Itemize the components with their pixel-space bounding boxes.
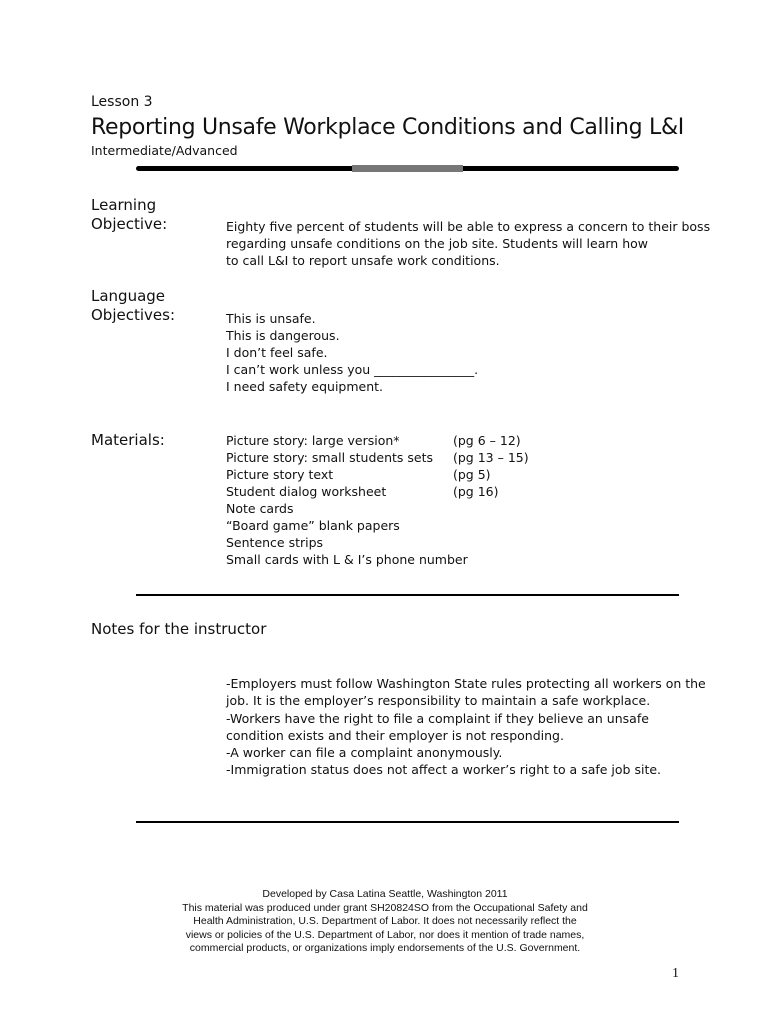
list-item: Sentence strips (226, 535, 324, 550)
list-item: Student dialog worksheet (pg 16) (226, 484, 499, 499)
page-number: 1 (672, 966, 679, 981)
learning-objective-label: Learning Objective: (91, 196, 168, 233)
list-item: This is unsafe. (226, 311, 316, 326)
header-divider (136, 166, 679, 171)
notes-divider (136, 821, 679, 823)
list-item: Picture story: small students sets (pg 13 – 15) (226, 450, 529, 465)
list-item: This is dangerous. (226, 328, 340, 343)
list-item: Picture story text (pg 5) (226, 467, 491, 482)
list-item: Small cards with L & I’s phone number (226, 552, 468, 567)
page-title: Reporting Unsafe Workplace Conditions and Calling L&I (91, 115, 685, 140)
language-objectives-label: Language Objectives: (91, 287, 175, 324)
list-item: I can’t work unless you ________________. (226, 362, 479, 377)
list-item: “Board game” blank papers (226, 518, 400, 533)
section-divider (136, 594, 679, 596)
lesson-number: Lesson 3 (91, 94, 153, 110)
list-item: Note cards (226, 501, 294, 516)
learning-objective-text: Eighty five percent of students will be able to express a concern to their boss regarding unsafe conditions on the job site. Students will learn how to call L&I to report unsafe work conditions. (226, 219, 711, 268)
footer-credits: Developed by Casa Latina Seattle, Washington 2011 This material was produced under grant SH20824SO from the Occupational Safety and Health Administration, U.S. Department of Labor. It does not necessarily reflect the views or policies of the U.S. Department of Labor, nor does it mention of trade names, commercial products, or organizations imply endorsements of the U.S. Government. (182, 888, 588, 954)
materials-list (226, 432, 568, 568)
notes-heading: Notes for the instructor (91, 620, 267, 638)
list-item: I need safety equipment. (226, 379, 384, 394)
level-subtitle: Intermediate/Advanced (91, 143, 238, 158)
instructor-notes: -Employers must follow Washington State rules protecting all workers on the job. It is the employer’s responsibility to maintain a safe workplace. -Workers have the right to file a complaint if they believe an unsafe condition exists and their employer is not responding. -A worker can file a complaint anonymously. -Immigration status does not affect a worker’s right to a safe job site. (226, 676, 706, 778)
materials-label: Materials: (91, 431, 165, 449)
list-item: Picture story: large version* (pg 6 – 12) (226, 433, 521, 448)
language-objectives-list (226, 310, 478, 395)
list-item: I don’t feel safe. (226, 345, 328, 360)
